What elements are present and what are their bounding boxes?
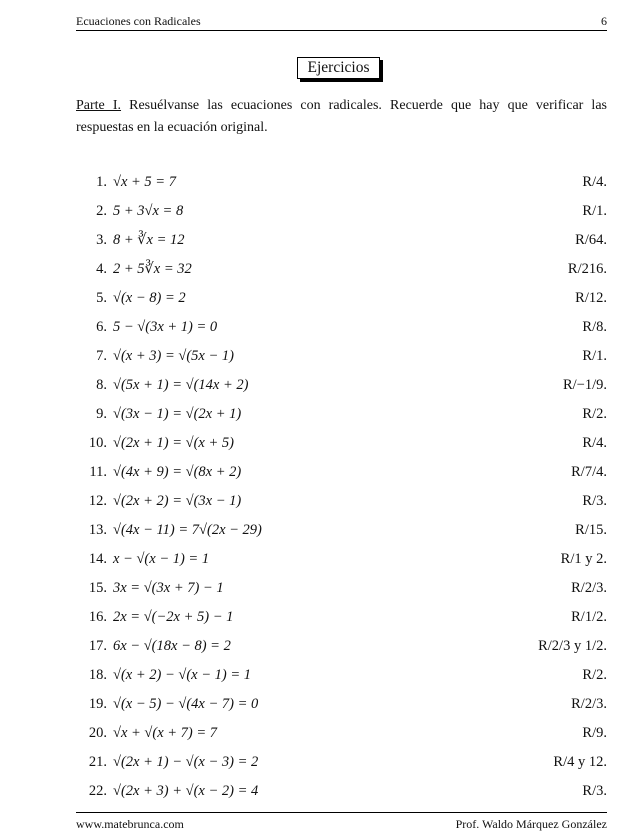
header-title: Ecuaciones con Radicales <box>76 14 201 28</box>
exercise-equation: √(x − 8) = 2 <box>113 290 186 306</box>
exercise-number: 4. <box>96 261 107 277</box>
exercise-row <box>76 284 607 312</box>
exercise-number: 16. <box>88 609 107 625</box>
exercise-answer: R/−1/9. <box>562 377 607 393</box>
exercise-number: 11. <box>89 464 107 480</box>
exercise-row <box>76 168 607 196</box>
exercise-row <box>76 574 607 602</box>
exercise-row <box>76 632 607 660</box>
exercise-number: 12. <box>88 493 107 509</box>
exercise-equation: 3x = √(3x + 7) − 1 <box>113 580 224 596</box>
exercise-answer: R/3. <box>582 783 607 799</box>
exercise-number: 21. <box>88 754 107 770</box>
exercise-number: 8. <box>96 377 107 393</box>
exercise-number: 3. <box>96 232 107 248</box>
exercise-equation: x − √(x − 1) = 1 <box>113 551 210 567</box>
exercise-answer: R/2/3 y 1/2. <box>538 638 607 654</box>
exercise-equation: 6x − √(18x − 8) = 2 <box>113 638 231 654</box>
exercise-equation: √(x + 3) = √(5x − 1) <box>113 348 234 364</box>
exercise-equation: 2x = √(−2x + 5) − 1 <box>113 609 234 625</box>
exercise-equation: √(3x − 1) = √(2x + 1) <box>113 406 242 422</box>
exercise-number: 17. <box>88 638 107 654</box>
exercise-number: 14. <box>88 551 107 567</box>
exercise-equation: √(2x + 1) − √(x − 3) = 2 <box>113 754 259 770</box>
exercise-row <box>76 371 607 399</box>
intro-paragraph <box>76 95 607 139</box>
exercise-row <box>76 342 607 370</box>
exercise-number: 15. <box>88 580 107 596</box>
exercise-row <box>76 777 607 805</box>
exercise-answer: R/4. <box>582 435 607 451</box>
footer-author: Prof. Waldo Márquez González <box>455 817 607 831</box>
exercise-answer: R/1 y 2. <box>560 551 607 567</box>
exercise-row <box>76 255 607 283</box>
exercise-equation: √(4x + 9) = √(8x + 2) <box>113 464 242 480</box>
exercise-row <box>76 458 607 486</box>
exercise-equation: √x + √(x + 7) = 7 <box>113 725 218 741</box>
exercise-row <box>76 661 607 689</box>
exercise-equation: √(x − 5) − √(4x − 7) = 0 <box>113 696 259 712</box>
exercise-equation: √(5x + 1) = √(14x + 2) <box>113 377 249 393</box>
page-number: 6 <box>601 14 607 28</box>
exercise-answer: R/1. <box>582 348 607 364</box>
exercise-row <box>76 400 607 428</box>
exercise-number: 22. <box>88 783 107 799</box>
exercise-answer: R/12. <box>575 290 607 306</box>
exercise-answer: R/9. <box>582 725 607 741</box>
exercise-number: 9. <box>96 406 107 422</box>
exercise-number: 6. <box>96 319 107 335</box>
intro-label: Parte I. <box>76 98 122 113</box>
footer-website: www.matebrunca.com <box>76 817 184 831</box>
exercise-equation: 2 + 5∛x = 32 <box>113 261 192 277</box>
exercise-row <box>76 690 607 718</box>
exercise-row <box>76 313 607 341</box>
exercise-answer: R/216. <box>567 261 607 277</box>
running-header <box>76 8 607 31</box>
exercise-equation: √(2x + 1) = √(x + 5) <box>113 435 234 451</box>
exercise-answer: R/4 y 12. <box>553 754 607 770</box>
exercise-answer: R/2. <box>582 667 607 683</box>
exercise-row <box>76 603 607 631</box>
exercise-answer: R/1/2. <box>571 609 607 625</box>
exercise-answer: R/2. <box>582 406 607 422</box>
exercise-equation: √(2x + 2) = √(3x − 1) <box>113 493 242 509</box>
exercise-equation: √(4x − 11) = 7√(2x − 29) <box>113 522 262 538</box>
exercise-answer: R/4. <box>582 174 607 190</box>
exercise-number: 5. <box>96 290 107 306</box>
exercise-number: 13. <box>88 522 107 538</box>
exercise-row <box>76 748 607 776</box>
exercise-row <box>76 197 607 225</box>
exercise-answer: R/8. <box>582 319 607 335</box>
exercise-row <box>76 429 607 457</box>
exercise-answer: R/7/4. <box>571 464 607 480</box>
exercise-number: 2. <box>96 203 107 219</box>
section-title: Ejercicios <box>297 57 380 79</box>
exercise-equation: √x + 5 = 7 <box>113 174 176 190</box>
exercise-equation: √(x + 2) − √(x − 1) = 1 <box>113 667 251 683</box>
exercise-equation: √(2x + 3) + √(x − 2) = 4 <box>113 783 259 799</box>
exercise-number: 7. <box>96 348 107 364</box>
exercise-row <box>76 719 607 747</box>
exercise-row <box>76 545 607 573</box>
exercise-row <box>76 516 607 544</box>
exercise-number: 1. <box>96 174 107 190</box>
intro-text: Resuélvanse las ecuaciones con radicales. Recuerde que hay que verificar las respuestas en la ecuación original. <box>76 98 607 135</box>
exercise-number: 20. <box>88 725 107 741</box>
exercise-number: 10. <box>88 435 107 451</box>
exercise-equation: 5 − √(3x + 1) = 0 <box>113 319 218 335</box>
exercise-answer: R/15. <box>575 522 607 538</box>
exercise-answer: R/1. <box>582 203 607 219</box>
exercise-answer: R/64. <box>575 232 607 248</box>
exercise-row <box>76 487 607 515</box>
exercise-equation: 8 + ∛x = 12 <box>113 232 185 248</box>
exercise-answer: R/2/3. <box>571 580 607 596</box>
exercise-number: 19. <box>88 696 107 712</box>
exercise-row <box>76 226 607 254</box>
page-footer <box>76 812 607 831</box>
exercise-answer: R/3. <box>582 493 607 509</box>
exercise-number: 18. <box>88 667 107 683</box>
exercise-answer: R/2/3. <box>571 696 607 712</box>
exercise-equation: 5 + 3√x = 8 <box>113 203 184 219</box>
